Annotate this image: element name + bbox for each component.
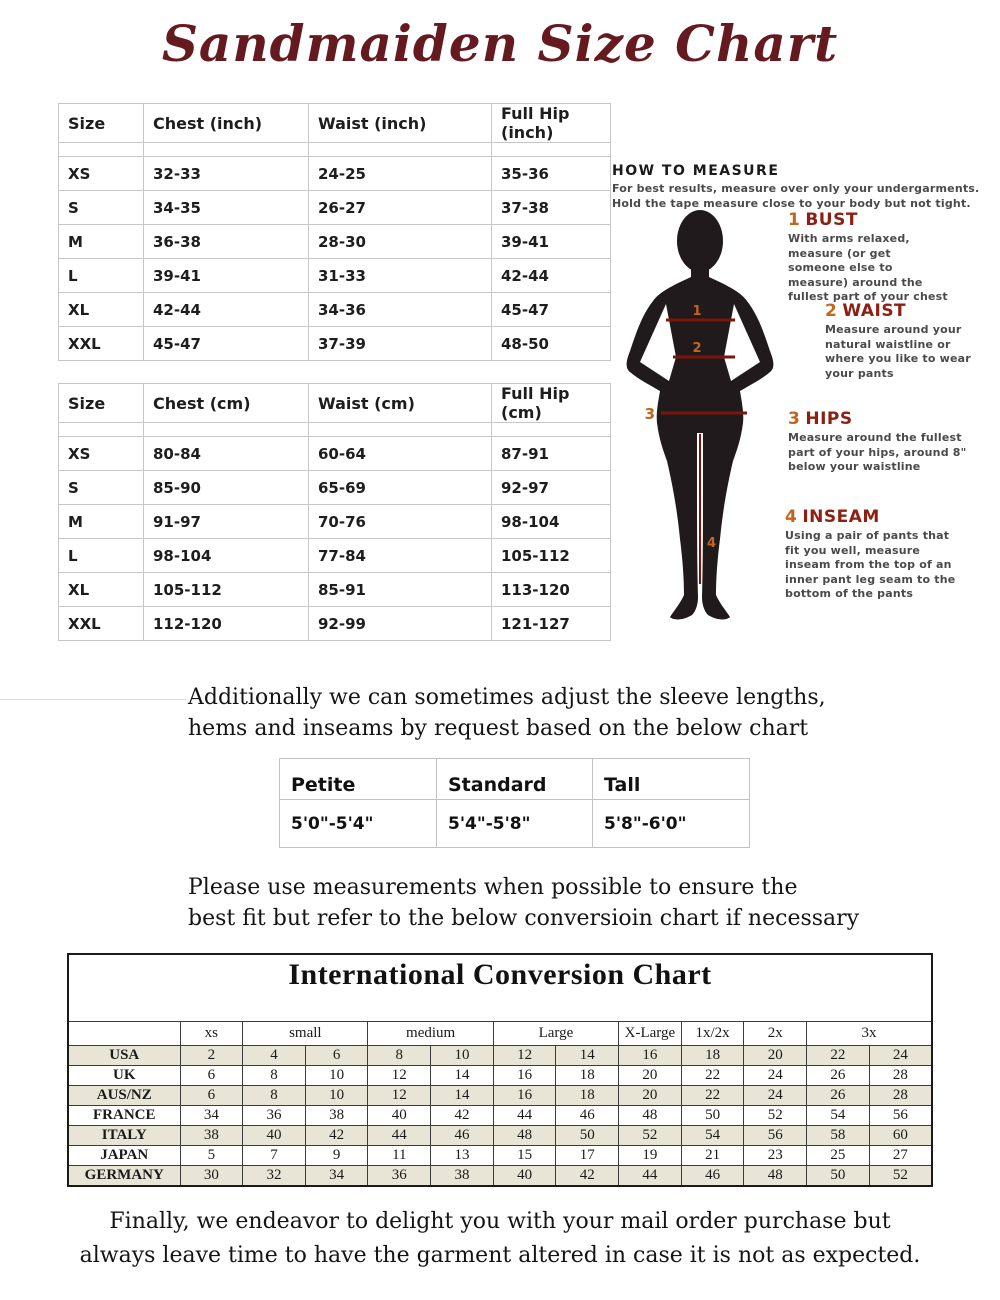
adjustment-note-line2: hems and inseams by request based on the below chart bbox=[188, 716, 809, 742]
size-value: 46 bbox=[681, 1166, 744, 1187]
size-value: 6 bbox=[180, 1066, 243, 1086]
chest-cell: 45-47 bbox=[144, 327, 309, 361]
size-value: 48 bbox=[744, 1166, 807, 1187]
size-cell: XXL bbox=[59, 607, 144, 641]
size-row bbox=[59, 157, 611, 191]
size-value: 38 bbox=[180, 1126, 243, 1146]
closing-note-line2: always leave time to have the garment altered in case it is not as expected. bbox=[79, 1243, 921, 1269]
size-cell: XS bbox=[59, 437, 144, 471]
size-value: 16 bbox=[493, 1066, 556, 1086]
hip-cell: 37-38 bbox=[492, 191, 611, 225]
group-header-2x: 2x bbox=[744, 1022, 807, 1046]
group-header-xlarge: X-Large bbox=[619, 1022, 682, 1046]
chest-cell: 42-44 bbox=[144, 293, 309, 327]
hip-cell: 87-91 bbox=[492, 437, 611, 471]
size-value: 26 bbox=[807, 1086, 870, 1106]
country-label: JAPAN bbox=[68, 1146, 180, 1166]
size-table-inch-header-row bbox=[59, 104, 611, 143]
size-row bbox=[59, 225, 611, 259]
country-label: UK bbox=[68, 1066, 180, 1086]
conversion-row bbox=[68, 1106, 932, 1126]
country-label: FRANCE bbox=[68, 1106, 180, 1126]
size-value: 12 bbox=[368, 1066, 431, 1086]
hip-cell: 92-97 bbox=[492, 471, 611, 505]
size-value: 32 bbox=[243, 1166, 306, 1187]
size-row bbox=[59, 471, 611, 505]
size-row bbox=[59, 539, 611, 573]
waist-cell: 24-25 bbox=[309, 157, 492, 191]
group-header-xs: xs bbox=[180, 1022, 243, 1046]
size-value: 8 bbox=[243, 1066, 306, 1086]
size-value: 12 bbox=[493, 1046, 556, 1066]
conversion-group-header-row bbox=[68, 1022, 932, 1046]
waist-cell: 28-30 bbox=[309, 225, 492, 259]
size-value: 46 bbox=[556, 1106, 619, 1126]
size-row bbox=[59, 573, 611, 607]
size-value: 54 bbox=[681, 1126, 744, 1146]
how-to-measure-intro-line1: For best results, measure over only your undergarments. bbox=[612, 182, 980, 195]
size-value: 7 bbox=[243, 1146, 306, 1166]
size-value: 16 bbox=[619, 1046, 682, 1066]
size-value: 16 bbox=[493, 1086, 556, 1106]
step-number: 1 bbox=[788, 210, 801, 230]
waist-cell: 77-84 bbox=[309, 539, 492, 573]
waist-cell: 34-36 bbox=[309, 293, 492, 327]
hip-cell: 42-44 bbox=[492, 259, 611, 293]
hip-cell: 35-36 bbox=[492, 157, 611, 191]
conversion-row bbox=[68, 1066, 932, 1086]
size-value: 58 bbox=[807, 1126, 870, 1146]
size-value: 22 bbox=[807, 1046, 870, 1066]
figure-label-inseam: 4 bbox=[707, 536, 717, 551]
spacer-cell bbox=[492, 423, 611, 437]
size-value: 50 bbox=[681, 1106, 744, 1126]
size-value: 20 bbox=[619, 1066, 682, 1086]
size-cell: M bbox=[59, 505, 144, 539]
chest-cell: 39-41 bbox=[144, 259, 309, 293]
size-value: 9 bbox=[305, 1146, 368, 1166]
hip-cell: 48-50 bbox=[492, 327, 611, 361]
size-value: 38 bbox=[431, 1166, 494, 1187]
size-value: 52 bbox=[744, 1106, 807, 1126]
spacer-cell bbox=[144, 423, 309, 437]
measurements-note-line1: Please use measurements when possible to ensure the bbox=[188, 875, 798, 900]
country-label: GERMANY bbox=[68, 1166, 180, 1187]
size-value: 44 bbox=[619, 1166, 682, 1187]
size-cell: S bbox=[59, 191, 144, 225]
size-cell: L bbox=[59, 259, 144, 293]
measure-step-waist bbox=[825, 301, 979, 381]
spacer-cell bbox=[144, 143, 309, 157]
size-value: 18 bbox=[681, 1046, 744, 1066]
adjustment-note-line1: Additionally we can sometimes adjust the sleeve lengths, bbox=[188, 685, 826, 710]
chest-cell: 80-84 bbox=[144, 437, 309, 471]
size-value: 28 bbox=[869, 1086, 932, 1106]
conversion-chart-title-row bbox=[68, 954, 932, 1022]
size-value: 22 bbox=[681, 1066, 744, 1086]
spacer-cell bbox=[59, 423, 144, 437]
size-value: 40 bbox=[493, 1166, 556, 1187]
size-value: 18 bbox=[556, 1066, 619, 1086]
spacer-cell bbox=[309, 423, 492, 437]
size-value: 36 bbox=[243, 1106, 306, 1126]
waist-cell: 65-69 bbox=[309, 471, 492, 505]
chest-cell: 36-38 bbox=[144, 225, 309, 259]
group-header-3x: 3x bbox=[807, 1022, 932, 1046]
country-label: ITALY bbox=[68, 1126, 180, 1146]
size-value: 5 bbox=[180, 1146, 243, 1166]
measure-step-inseam bbox=[785, 507, 959, 602]
waist-cell: 85-91 bbox=[309, 573, 492, 607]
size-cell: XL bbox=[59, 573, 144, 607]
size-value: 60 bbox=[869, 1126, 932, 1146]
waist-cell: 31-33 bbox=[309, 259, 492, 293]
size-row bbox=[59, 437, 611, 471]
conversion-row bbox=[68, 1166, 932, 1187]
waist-cell: 70-76 bbox=[309, 505, 492, 539]
size-value: 24 bbox=[869, 1046, 932, 1066]
col-header-standard: Standard bbox=[437, 759, 593, 800]
size-value: 12 bbox=[368, 1086, 431, 1106]
size-cell: S bbox=[59, 471, 144, 505]
col-header-waist: Waist (cm) bbox=[309, 384, 492, 423]
size-value: 2 bbox=[180, 1046, 243, 1066]
size-value: 36 bbox=[368, 1166, 431, 1187]
size-value: 52 bbox=[619, 1126, 682, 1146]
col-header-chest: Chest (inch) bbox=[144, 104, 309, 143]
size-value: 22 bbox=[681, 1086, 744, 1106]
measure-step-hips bbox=[788, 409, 970, 475]
size-value: 10 bbox=[305, 1086, 368, 1106]
size-value: 56 bbox=[744, 1126, 807, 1146]
size-value: 56 bbox=[869, 1106, 932, 1126]
figure-label-hips: 3 bbox=[644, 405, 655, 423]
country-label: USA bbox=[68, 1046, 180, 1066]
size-row bbox=[59, 327, 611, 361]
size-value: 50 bbox=[807, 1166, 870, 1187]
chest-cell: 32-33 bbox=[144, 157, 309, 191]
size-cell: L bbox=[59, 539, 144, 573]
step-text: Using a pair of pants that fit you well, measure inseam from the top of an inner pant leg seam to the bottom of the pants bbox=[785, 529, 956, 601]
international-conversion-chart bbox=[67, 953, 933, 1187]
size-cell: XS bbox=[59, 157, 144, 191]
col-header-hip: Full Hip (inch) bbox=[492, 104, 611, 143]
size-value: 20 bbox=[744, 1046, 807, 1066]
step-name: BUST bbox=[805, 210, 858, 230]
country-label: AUS/NZ bbox=[68, 1086, 180, 1106]
size-value: 23 bbox=[744, 1146, 807, 1166]
group-header-large: Large bbox=[493, 1022, 618, 1046]
spacer-row bbox=[59, 143, 611, 157]
scan-artifact-line bbox=[0, 699, 187, 700]
size-table-cm bbox=[58, 383, 611, 641]
figure-label-bust: 1 bbox=[692, 304, 702, 319]
blank-corner-cell bbox=[68, 1022, 180, 1046]
size-table-cm-header-row bbox=[59, 384, 611, 423]
col-header-chest: Chest (cm) bbox=[144, 384, 309, 423]
size-value: 50 bbox=[556, 1126, 619, 1146]
size-row bbox=[59, 259, 611, 293]
size-value: 6 bbox=[305, 1046, 368, 1066]
col-header-hip: Full Hip (cm) bbox=[492, 384, 611, 423]
size-row bbox=[59, 607, 611, 641]
group-header-1x2x: 1x/2x bbox=[681, 1022, 744, 1046]
chest-cell: 105-112 bbox=[144, 573, 309, 607]
height-header-row bbox=[280, 759, 750, 800]
col-header-size: Size bbox=[59, 384, 144, 423]
size-value: 42 bbox=[305, 1126, 368, 1146]
adjustment-note bbox=[188, 682, 826, 745]
group-header-medium: medium bbox=[368, 1022, 493, 1046]
conversion-row bbox=[68, 1146, 932, 1166]
step-name: WAIST bbox=[842, 301, 907, 321]
size-cell: XXL bbox=[59, 327, 144, 361]
size-value: 48 bbox=[493, 1126, 556, 1146]
waist-cell: 37-39 bbox=[309, 327, 492, 361]
size-value: 14 bbox=[431, 1086, 494, 1106]
spacer-cell bbox=[309, 143, 492, 157]
size-value: 44 bbox=[493, 1106, 556, 1126]
size-value: 15 bbox=[493, 1146, 556, 1166]
size-value: 13 bbox=[431, 1146, 494, 1166]
step-name: HIPS bbox=[805, 409, 853, 429]
size-value: 20 bbox=[619, 1086, 682, 1106]
size-value: 4 bbox=[243, 1046, 306, 1066]
step-number: 3 bbox=[788, 409, 801, 429]
size-value: 10 bbox=[431, 1046, 494, 1066]
waist-cell: 60-64 bbox=[309, 437, 492, 471]
size-value: 24 bbox=[744, 1086, 807, 1106]
size-value: 34 bbox=[305, 1166, 368, 1187]
height-range-table bbox=[279, 758, 750, 848]
closing-note-line1: Finally, we endeavor to delight you with your mail order purchase but bbox=[109, 1209, 891, 1234]
col-header-petite: Petite bbox=[280, 759, 437, 800]
size-value: 46 bbox=[431, 1126, 494, 1146]
hip-cell: 39-41 bbox=[492, 225, 611, 259]
size-value: 42 bbox=[556, 1166, 619, 1187]
size-cell: XL bbox=[59, 293, 144, 327]
col-header-size: Size bbox=[59, 104, 144, 143]
col-header-tall: Tall bbox=[593, 759, 750, 800]
col-header-waist: Waist (inch) bbox=[309, 104, 492, 143]
how-to-measure-intro-line2: Hold the tape measure close to your body but not tight. bbox=[612, 196, 971, 210]
petite-range: 5'0"-5'4" bbox=[280, 800, 437, 848]
step-number: 4 bbox=[785, 507, 798, 527]
size-value: 40 bbox=[368, 1106, 431, 1126]
size-value: 14 bbox=[556, 1046, 619, 1066]
hip-cell: 45-47 bbox=[492, 293, 611, 327]
step-text: Measure around your natural waistline or where you like to wear your pants bbox=[825, 323, 971, 380]
size-value: 48 bbox=[619, 1106, 682, 1126]
size-value: 25 bbox=[807, 1146, 870, 1166]
size-value: 38 bbox=[305, 1106, 368, 1126]
body-silhouette-figure bbox=[614, 207, 784, 625]
waist-cell: 26-27 bbox=[309, 191, 492, 225]
size-value: 6 bbox=[180, 1086, 243, 1106]
height-value-row bbox=[280, 800, 750, 848]
tall-range: 5'8"-6'0" bbox=[593, 800, 750, 848]
hip-cell: 113-120 bbox=[492, 573, 611, 607]
size-value: 8 bbox=[368, 1046, 431, 1066]
size-value: 18 bbox=[556, 1086, 619, 1106]
hip-cell: 121-127 bbox=[492, 607, 611, 641]
size-row bbox=[59, 293, 611, 327]
size-value: 24 bbox=[744, 1066, 807, 1086]
size-value: 11 bbox=[368, 1146, 431, 1166]
step-text: With arms relaxed, measure (or get someone else to measure) around the fullest part of your chest bbox=[788, 232, 948, 304]
size-value: 52 bbox=[869, 1166, 932, 1187]
size-cell: M bbox=[59, 225, 144, 259]
conversion-chart-title: International Conversion Chart bbox=[288, 958, 712, 991]
how-to-measure-title: HOW TO MEASURE bbox=[612, 163, 780, 179]
conversion-row bbox=[68, 1086, 932, 1106]
size-value: 21 bbox=[681, 1146, 744, 1166]
chest-cell: 98-104 bbox=[144, 539, 309, 573]
group-header-small: small bbox=[243, 1022, 368, 1046]
standard-range: 5'4"-5'8" bbox=[437, 800, 593, 848]
size-value: 28 bbox=[869, 1066, 932, 1086]
size-value: 44 bbox=[368, 1126, 431, 1146]
size-table-inch bbox=[58, 103, 611, 361]
size-value: 40 bbox=[243, 1126, 306, 1146]
spacer-row bbox=[59, 423, 611, 437]
conversion-row bbox=[68, 1126, 932, 1146]
size-value: 42 bbox=[431, 1106, 494, 1126]
size-value: 30 bbox=[180, 1166, 243, 1187]
size-value: 34 bbox=[180, 1106, 243, 1126]
size-value: 10 bbox=[305, 1066, 368, 1086]
size-value: 8 bbox=[243, 1086, 306, 1106]
size-value: 27 bbox=[869, 1146, 932, 1166]
size-row bbox=[59, 191, 611, 225]
size-value: 17 bbox=[556, 1146, 619, 1166]
step-number: 2 bbox=[825, 301, 838, 321]
waist-cell: 92-99 bbox=[309, 607, 492, 641]
spacer-cell bbox=[492, 143, 611, 157]
size-value: 26 bbox=[807, 1066, 870, 1086]
step-name: INSEAM bbox=[802, 507, 880, 527]
how-to-measure-panel bbox=[612, 163, 994, 638]
size-row bbox=[59, 505, 611, 539]
measurements-note bbox=[188, 872, 859, 935]
chest-cell: 85-90 bbox=[144, 471, 309, 505]
chest-cell: 34-35 bbox=[144, 191, 309, 225]
size-value: 14 bbox=[431, 1066, 494, 1086]
size-value: 19 bbox=[619, 1146, 682, 1166]
hip-cell: 98-104 bbox=[492, 505, 611, 539]
conversion-row bbox=[68, 1046, 932, 1066]
measurements-note-line2: best fit but refer to the below conversioin chart if necessary bbox=[188, 906, 860, 932]
measure-step-bust bbox=[788, 210, 950, 305]
page-title: Sandmaiden Size Chart bbox=[161, 14, 839, 73]
hip-cell: 105-112 bbox=[492, 539, 611, 573]
chest-cell: 112-120 bbox=[144, 607, 309, 641]
chest-cell: 91-97 bbox=[144, 505, 309, 539]
figure-label-waist: 2 bbox=[692, 341, 702, 356]
spacer-cell bbox=[59, 143, 144, 157]
step-text: Measure around the fullest part of your hips, around 8" below your waistline bbox=[788, 431, 967, 474]
closing-note bbox=[0, 1205, 1000, 1273]
size-value: 54 bbox=[807, 1106, 870, 1126]
